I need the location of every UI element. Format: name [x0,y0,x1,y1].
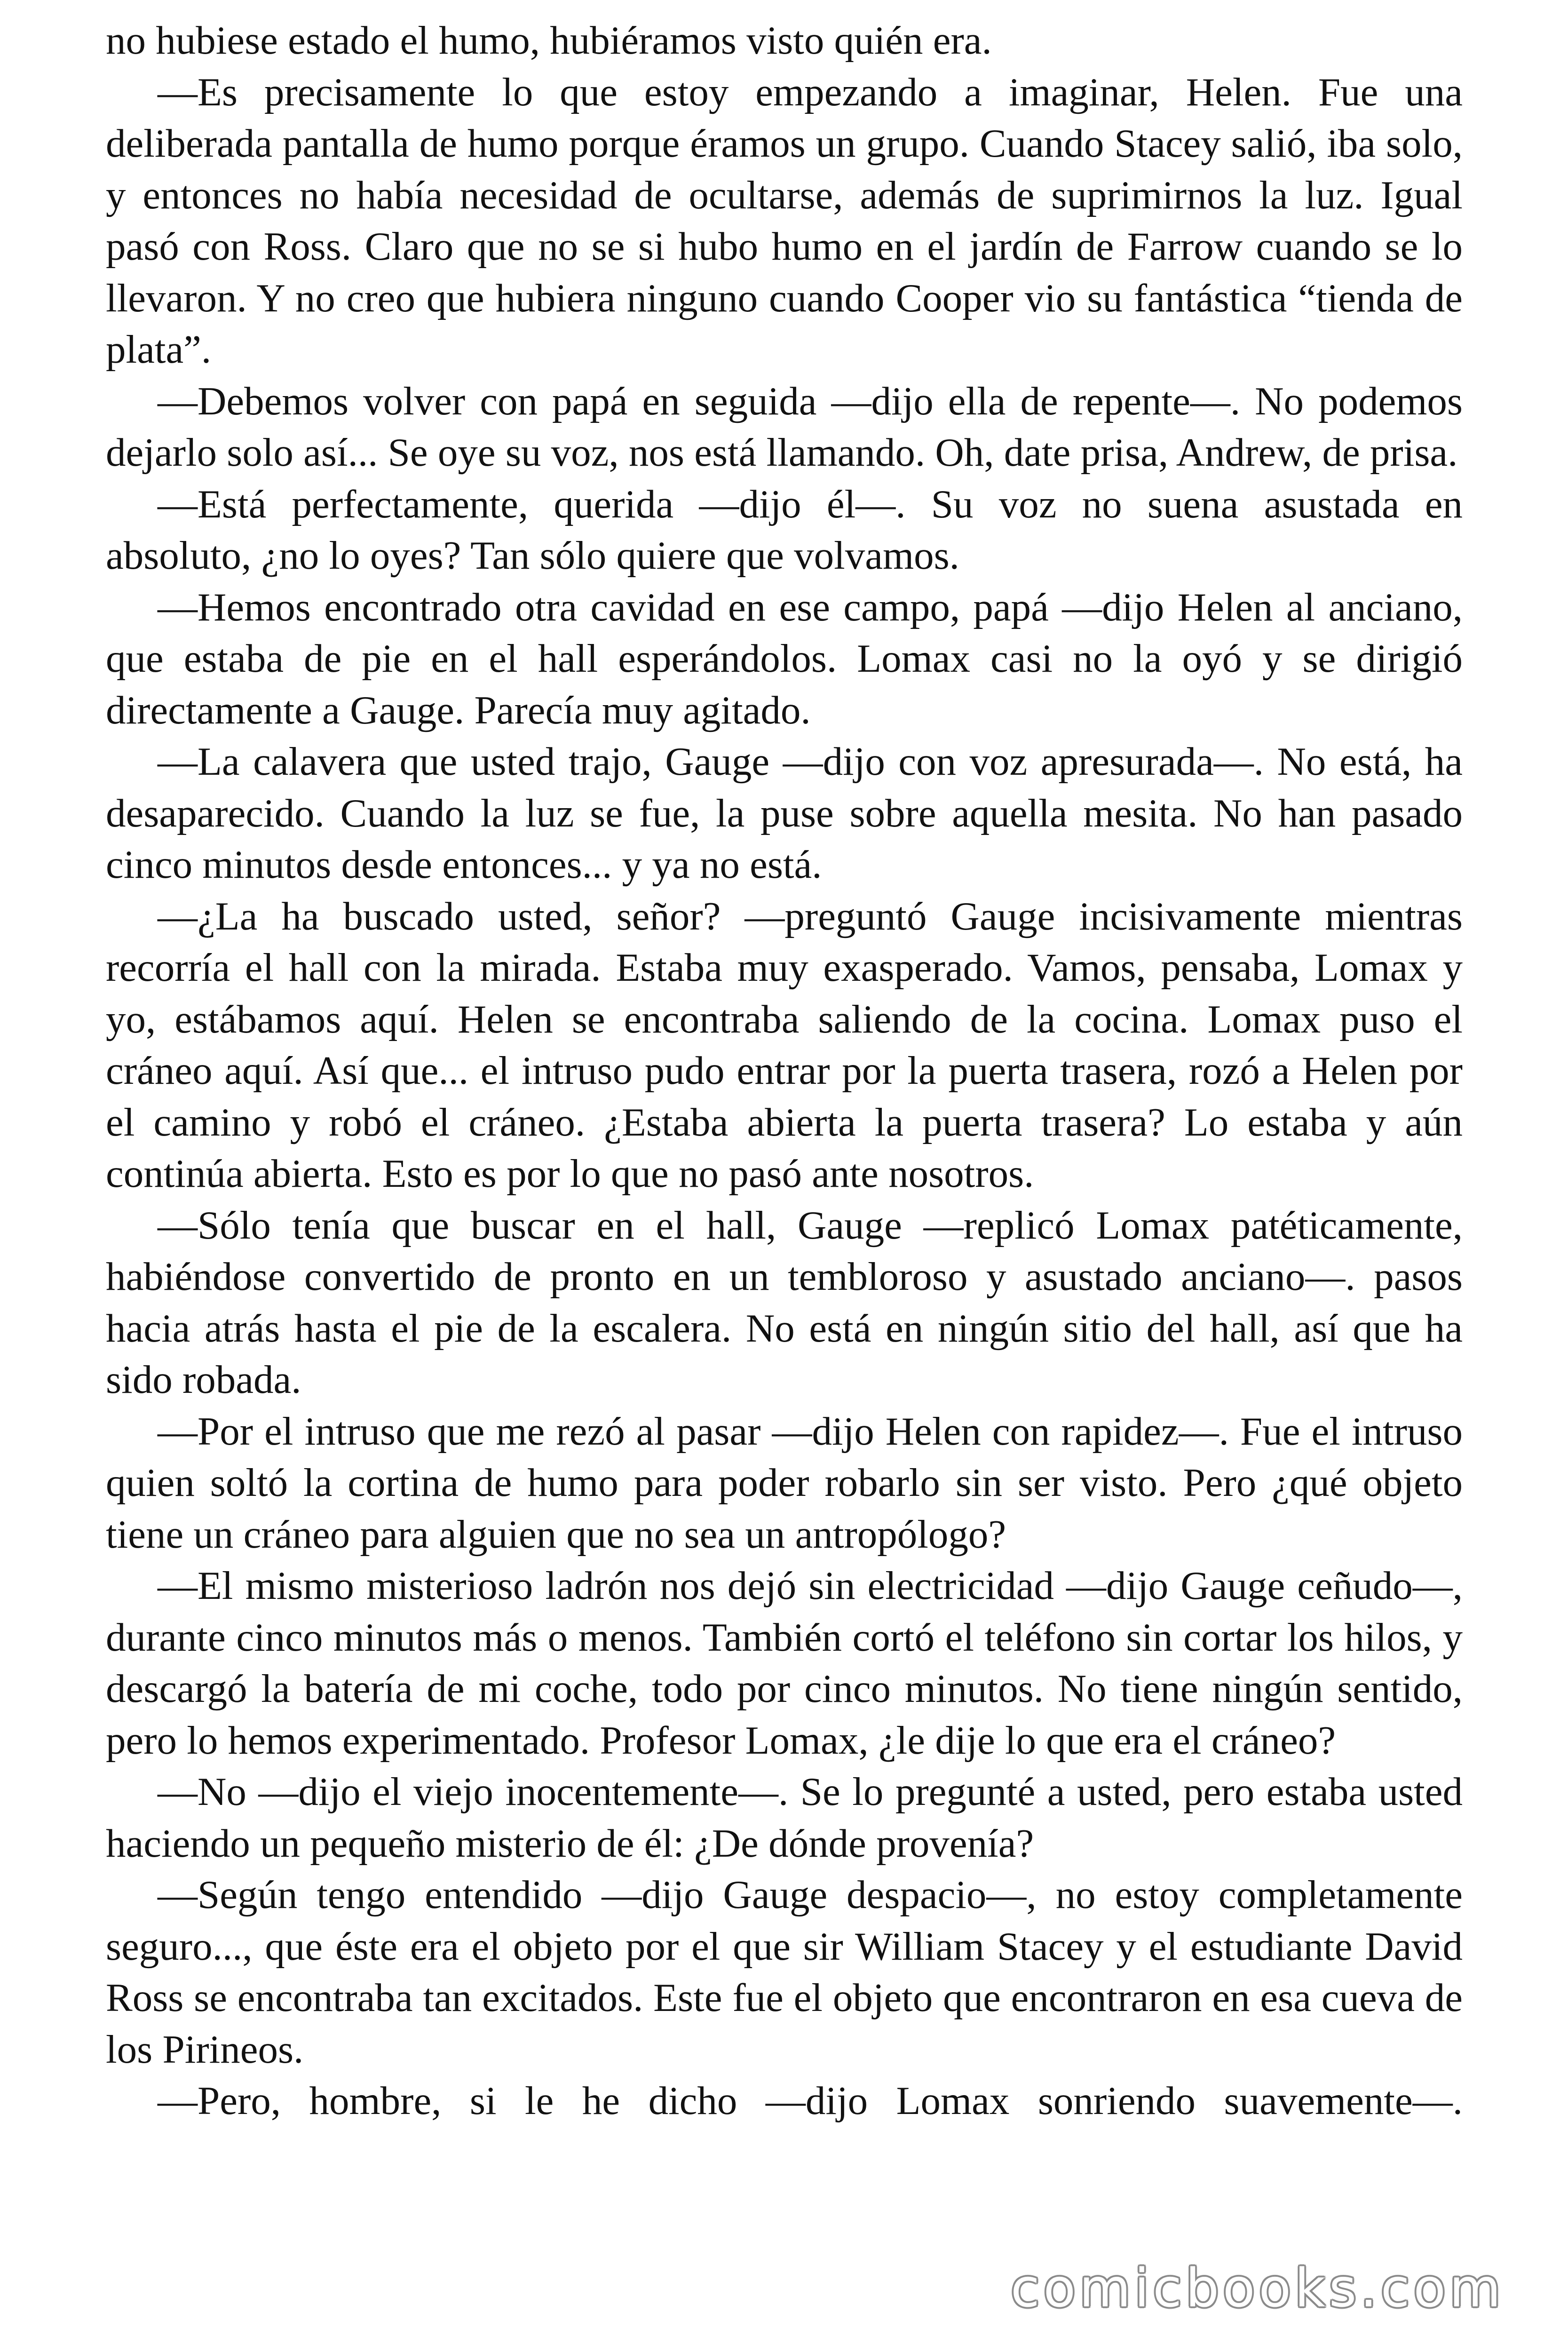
book-page [106,15,1463,2127]
paragraph: no hubiese estado el humo, hubiéramos visto quién era. [106,18,992,63]
watermark: comicbooks.com [1010,2258,1505,2319]
paragraph: —¿La ha buscado usted, señor? —preguntó Gauge incisivamente mientras recorría el hall con la mirada. Estaba muy exasperado. Vamos, pensaba, Lomax y yo, estábamos aquí. Helen se encontraba saliendo de la cocina. Lomax puso el cráneo aquí. Así que... el intruso pudo entrar por la puerta trasera, rozó a Helen por el camino y robó el cráneo. ¿Estaba abierta la puerta trasera? Lo estaba y aún continúa abierta. Esto es por lo que no pasó ante nosotros. [106,894,1463,1196]
paragraph: —Según tengo entendido —dijo Gauge despacio—, no estoy completamente seguro..., que éste era el objeto por el que sir William Stacey y el estudiante David Ross se encontraba tan excitados. Este fue el objeto que encontraron en esa cueva de los Pirineos. [106,1873,1463,2072]
paragraph: —No —dijo el viejo inocentemente—. Se lo pregunté a usted, pero estaba usted haciendo un pequeño misterio de él: ¿De dónde provenía? [106,1770,1463,1866]
paragraph: —Pero, hombre, si le he dicho —dijo Lomax sonriendo suavemente—. [158,2079,1463,2123]
paragraph: —Está perfectamente, querida —dijo él—. Su voz no suena asustada en absoluto, ¿no lo oyes? Tan sólo quiere que volvamos. [106,482,1463,578]
paragraph: —Hemos encontrado otra cavidad en ese campo, papá —dijo Helen al anciano, que estaba de pie en el hall esperándolos. Lomax casi no la oyó y se dirigió directamente a Gauge. Parecía muy agitado. [106,585,1463,732]
paragraph: —La calavera que usted trajo, Gauge —dijo con voz apresurada—. No está, ha desaparecido. Cuando la luz se fue, la puse sobre aquella mesita. No han pasado cinco minutos desde entonces... y ya no está. [106,739,1463,887]
paragraph: —Es precisamente lo que estoy empezando a imaginar, Helen. Fue una deliberada pantalla de humo porque éramos un grupo. Cuando Stacey salió, iba solo, y entonces no había necesidad de ocultarse, además de suprimirnos la luz. Igual pasó con Ross. Claro que no se si hubo humo en el jardín de Farrow cuando se lo llevaron. Y no creo que hubiera ninguno cuando Cooper vio su fantástica “tienda de plata”. [106,70,1463,372]
paragraph: —Debemos volver con papá en seguida —dijo ella de repente—. No podemos dejarlo solo así... Se oye su voz, nos está llamando. Oh, date prisa, Andrew, de prisa. [106,379,1463,475]
paragraph: —El mismo misterioso ladrón nos dejó sin electricidad —dijo Gauge ceñudo—, durante cinco minutos más o menos. También cortó el teléfono sin cortar los hilos, y descargó la batería de mi coche, todo por cinco minutos. No tiene ningún sentido, pero lo hemos experimentado. Profesor Lomax, ¿le dije lo que era el cráneo? [106,1564,1463,1763]
paragraph: —Por el intruso que me rezó al pasar —dijo Helen con rapidez—. Fue el intruso quien soltó la cortina de humo para poder robarlo sin ser visto. Pero ¿qué objeto tiene un cráneo para alguien que no sea un antropólogo? [106,1409,1463,1557]
paragraph: —Sólo tenía que buscar en el hall, Gauge —replicó Lomax patéticamente, habiéndose convertido de pronto en un tembloroso y asustado anciano—. pasos hacia atrás hasta el pie de la escalera. No está en ningún sitio del hall, así que ha sido robada. [106,1203,1463,1402]
